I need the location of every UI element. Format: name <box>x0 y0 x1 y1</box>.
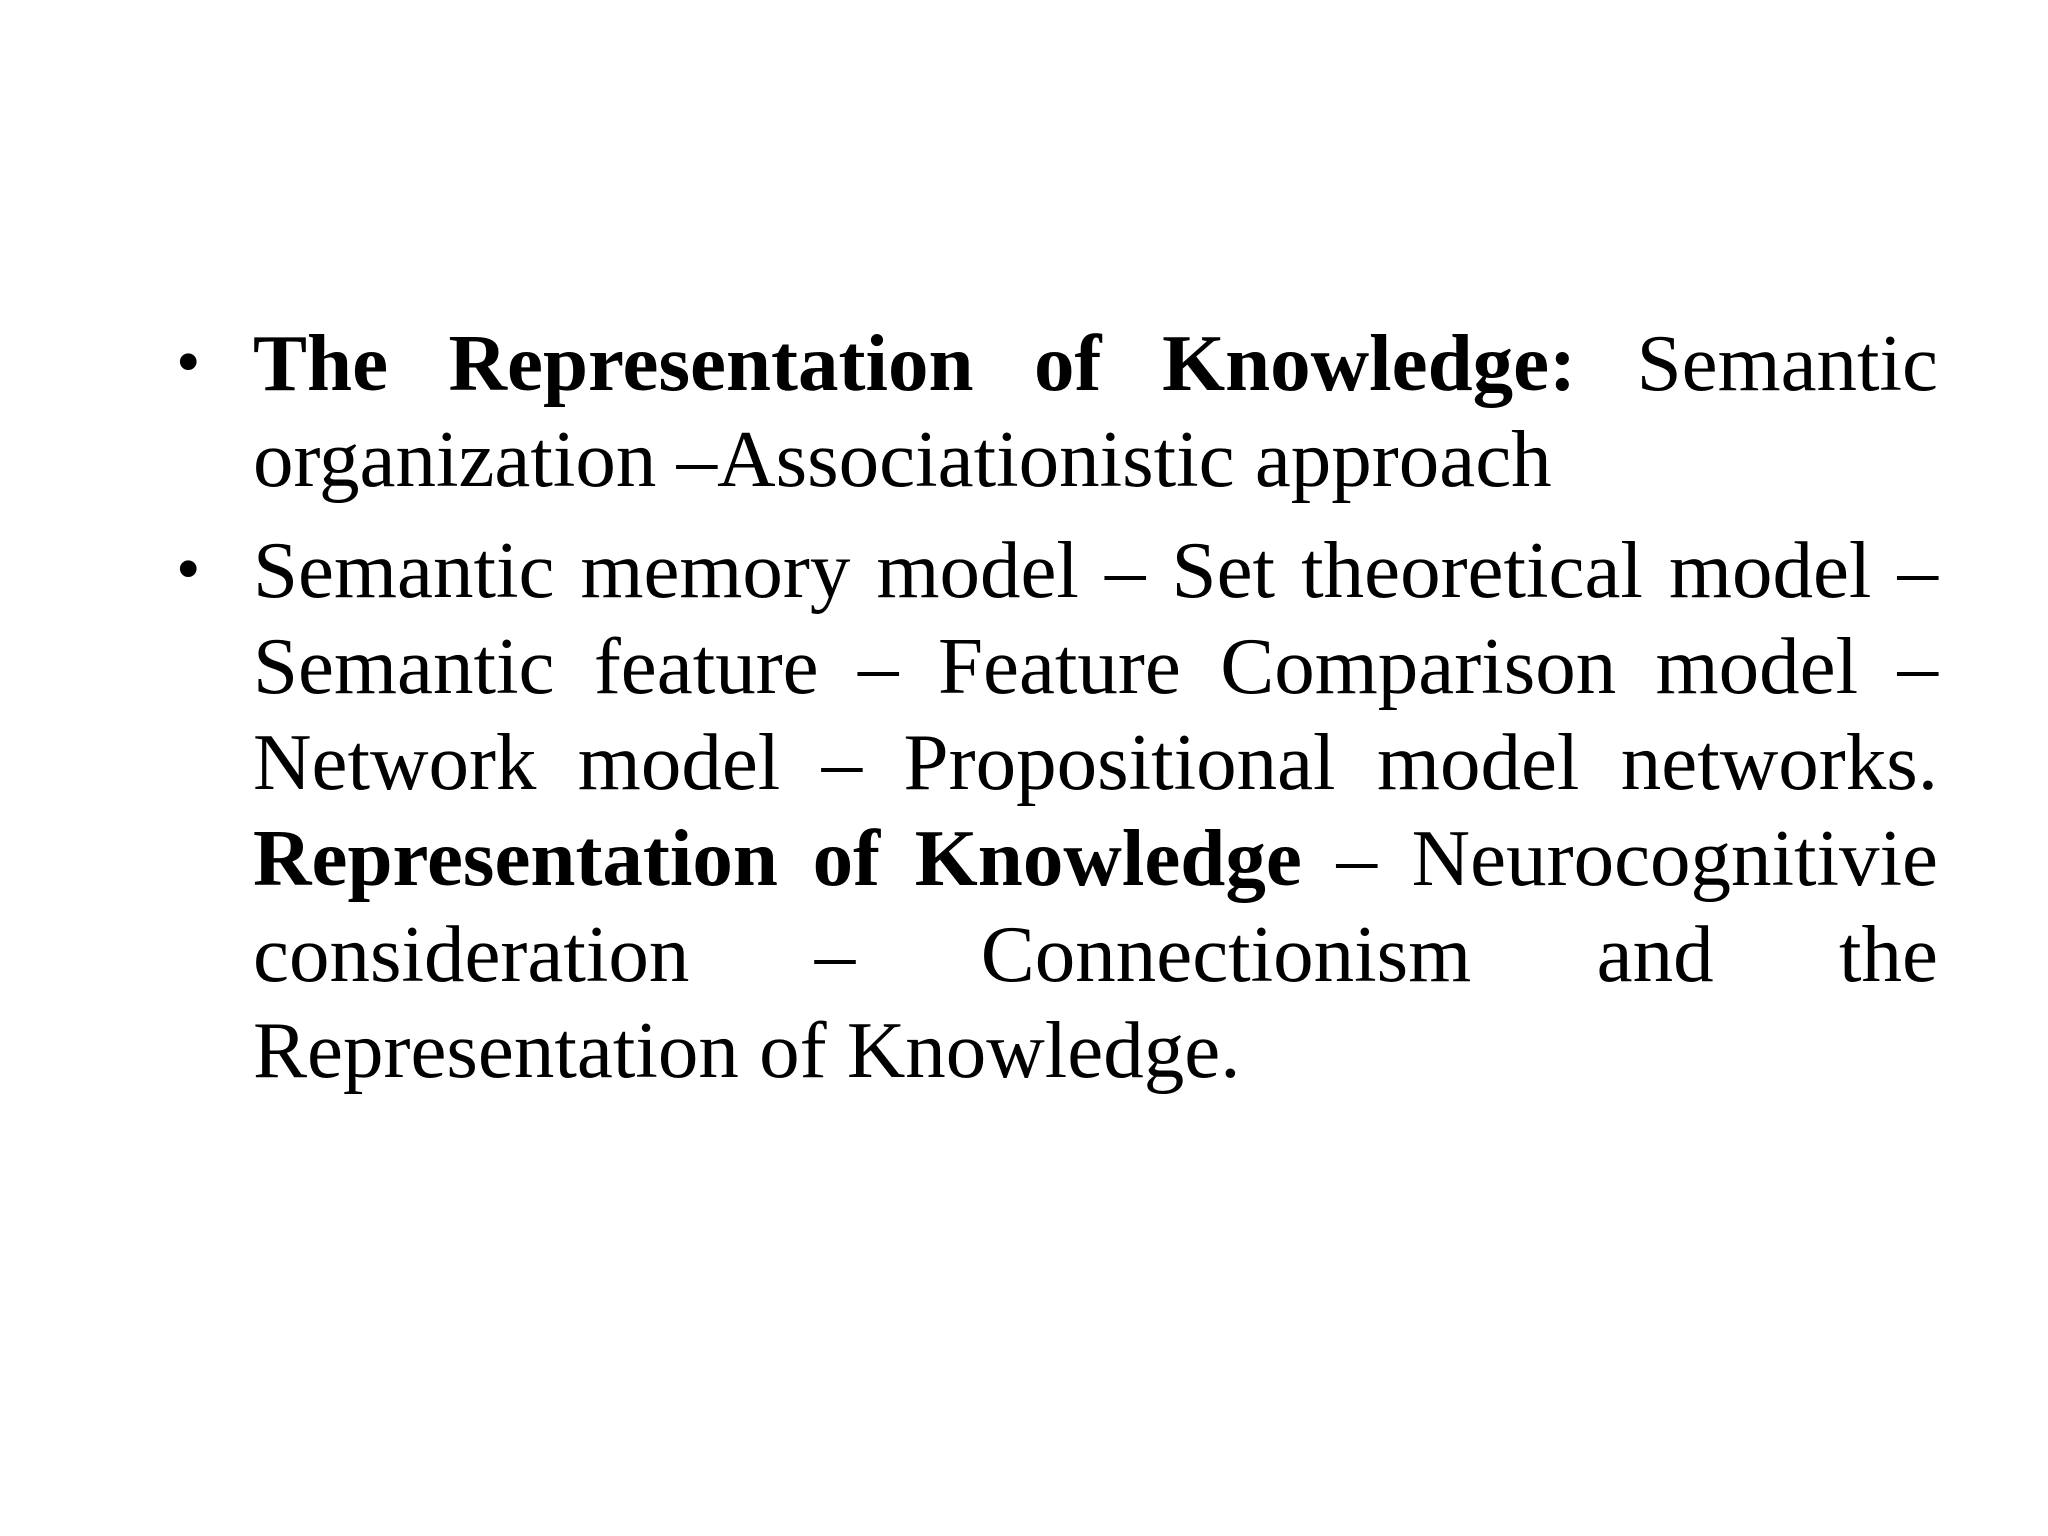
bullet-item-representation-of-knowledge <box>168 315 1938 507</box>
bullet-item-text: Semantic organization –Associationistic approach <box>253 318 1938 504</box>
bullet-item-semantic-memory-model <box>168 522 1938 1098</box>
bullet-item-text-part-1: Semantic memory model – Set theoretical model – Semantic feature – Feature Comparison model – Network model – Propositional model networks. <box>253 525 1938 807</box>
bullet-list <box>168 315 1938 1098</box>
bullet-icon: • <box>176 531 201 608</box>
bullet-item-text-part-2: – Neurocognitivie consideration – Connectionism and the Representation of Knowledge. <box>253 813 1938 1095</box>
bullet-item-bold-phrase: Representation of Knowledge <box>253 813 1302 903</box>
bullet-icon: • <box>176 324 201 401</box>
slide-body <box>168 315 1938 1098</box>
bullet-item-bold-heading: The Representation of Knowledge: <box>253 318 1577 408</box>
